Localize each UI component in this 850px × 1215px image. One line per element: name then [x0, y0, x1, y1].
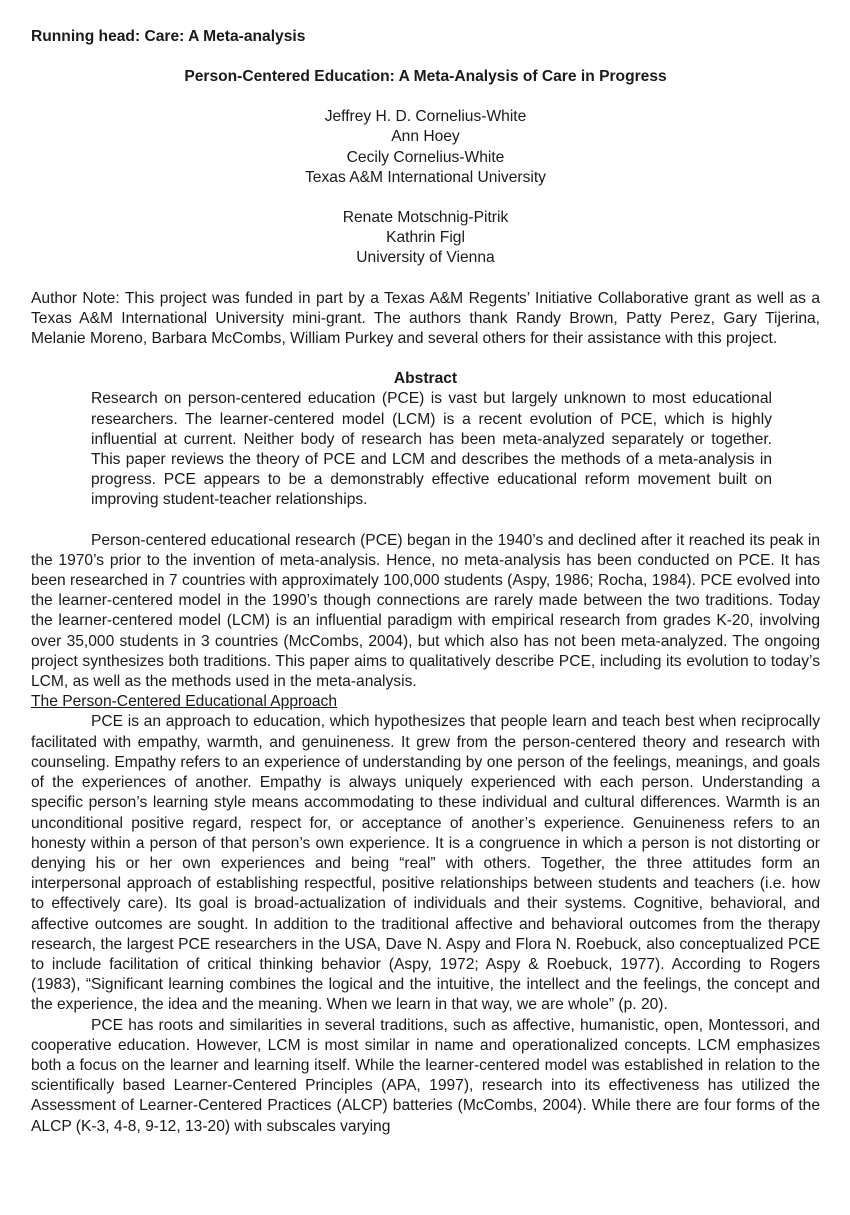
abstract-text: Research on person-centered education (PCE) is vast but largely unknown to most educational researchers. The learner-centered model (LCM) is a recent evolution of PCE, which is highly influential at current. Neither body of research has been meta-analyzed separately or together. This paper reviews the theory of PCE and LCM and describes the methods of a meta-analysis in progress. PCE appears to be a demonstrably effective educational reform movement built on improving student-teacher relationships. [91, 390, 772, 509]
author-name: Cecily Cornelius-White [346, 148, 505, 166]
intro-paragraph: Person-centered educational research (PCE) began in the 1940’s and declined after it reached its peak in the 1970’s prior to the invention of meta-analysis. Hence, no meta-analysis has been conducted on PCE. It has been researched in 7 countries with approximately 100,000 students (Aspy, 1986; Rocha, 1984). PCE evolved into the learner-centered model in the 1990’s though connections are rarely made between the two traditions. Today the learner-centered model (LCM) is an influential paradigm with empirical research from grades K-20, involving over 35,000 students in 3 countries (McCombs, 2004), but which also has not been meta-analyzed. The ongoing project synthesizes both traditions. This paper aims to qualitatively describe PCE, including its evolution to today’s LCM, as well as the methods used in the meta-analysis. [31, 531, 820, 691]
body-paragraph: PCE is an approach to education, which hypothesizes that people learn and teach best when reciprocally facilitated with empathy, warmth, and genuineness. It grew from the person-centered theory and research with counseling. Empathy refers to an experience of understanding by one person of the feelings, meanings, and goals of the experiences of another. Empathy is always uniquely experienced with each person. Understanding a specific person’s learning style means accommodating to these individual and cultural differences. Warmth is an unconditional positive regard, respect for, or acceptance of another’s experience. Genuineness refers to an honesty within a person of that person’s own experience. It is a congruence in which a person is not distorting or denying his or her own experiences and being “real” with others. Together, the three attitudes form an interpersonal approach of establishing respectful, positive relationships between students and teachers (i.e. how to effectively care). Its goal is broad-actualization of individuals and their systems. Cognitive, behavioral, and affective outcomes are sought. In addition to the traditional affective and behavioral outcomes from the therapy research, the largest PCE researchers in the USA, Dave N. Aspy and Flora N. Roebuck, also conceptualized PCE to include facilitation of critical thinking behavior (Aspy, 1972; Aspy & Roebuck, 1977). According to Rogers (1983), “Significant learning combines the logical and the intuitive, the intellect and the feelings, the concept and the experience, the idea and the meaning. When we learn in that way, we are whole” (p. 20). [31, 713, 820, 1014]
abstract-heading: Abstract [393, 370, 458, 388]
body-paragraph: PCE has roots and similarities in several traditions, such as affective, humanistic, open, Montessori, and cooperative education. However, LCM is most similar in name and operationalized concepts. LCM emphasizes both a focus on the learner and learning itself. While the learner-centered model was established in relation to the scientifically based Learner-Centered Principles (APA, 1997), research into its effectiveness has utilized the Assessment of Learner-Centered Practices (ALCP) batteries (McCombs, 2004). While there are four forms of the ALCP (K-3, 4-8, 9-12, 13-20) with subscales varying [31, 1016, 820, 1135]
author-affiliation: University of Vienna [356, 249, 495, 267]
author-affiliation: Texas A&M International University [305, 168, 546, 186]
author-block-1 [31, 107, 820, 188]
author-name: Jeffrey H. D. Cornelius-White [324, 108, 527, 126]
paper-title: Person-Centered Education: A Meta-Analysis of Care in Progress [184, 68, 667, 85]
running-head: Running head: Care: A Meta-analysis [31, 28, 306, 45]
author-name: Ann Hoey [391, 128, 460, 146]
author-note: Author Note: This project was funded in part by a Texas A&M Regents’ Initiative Collaborative grant as well as a Texas A&M International University mini-grant. The authors thank Randy Brown, Patty Perez, Gary Tijerina, Melanie Moreno, Barbara McCombs, William Purkey and several others for their assistance with this project. [31, 289, 820, 348]
author-name: Kathrin Figl [386, 229, 465, 247]
author-name: Renate Motschnig-Pitrik [342, 209, 509, 227]
author-block-2 [31, 208, 820, 269]
section-heading: The Person-Centered Educational Approach [31, 693, 338, 711]
document-page [31, 27, 820, 1137]
